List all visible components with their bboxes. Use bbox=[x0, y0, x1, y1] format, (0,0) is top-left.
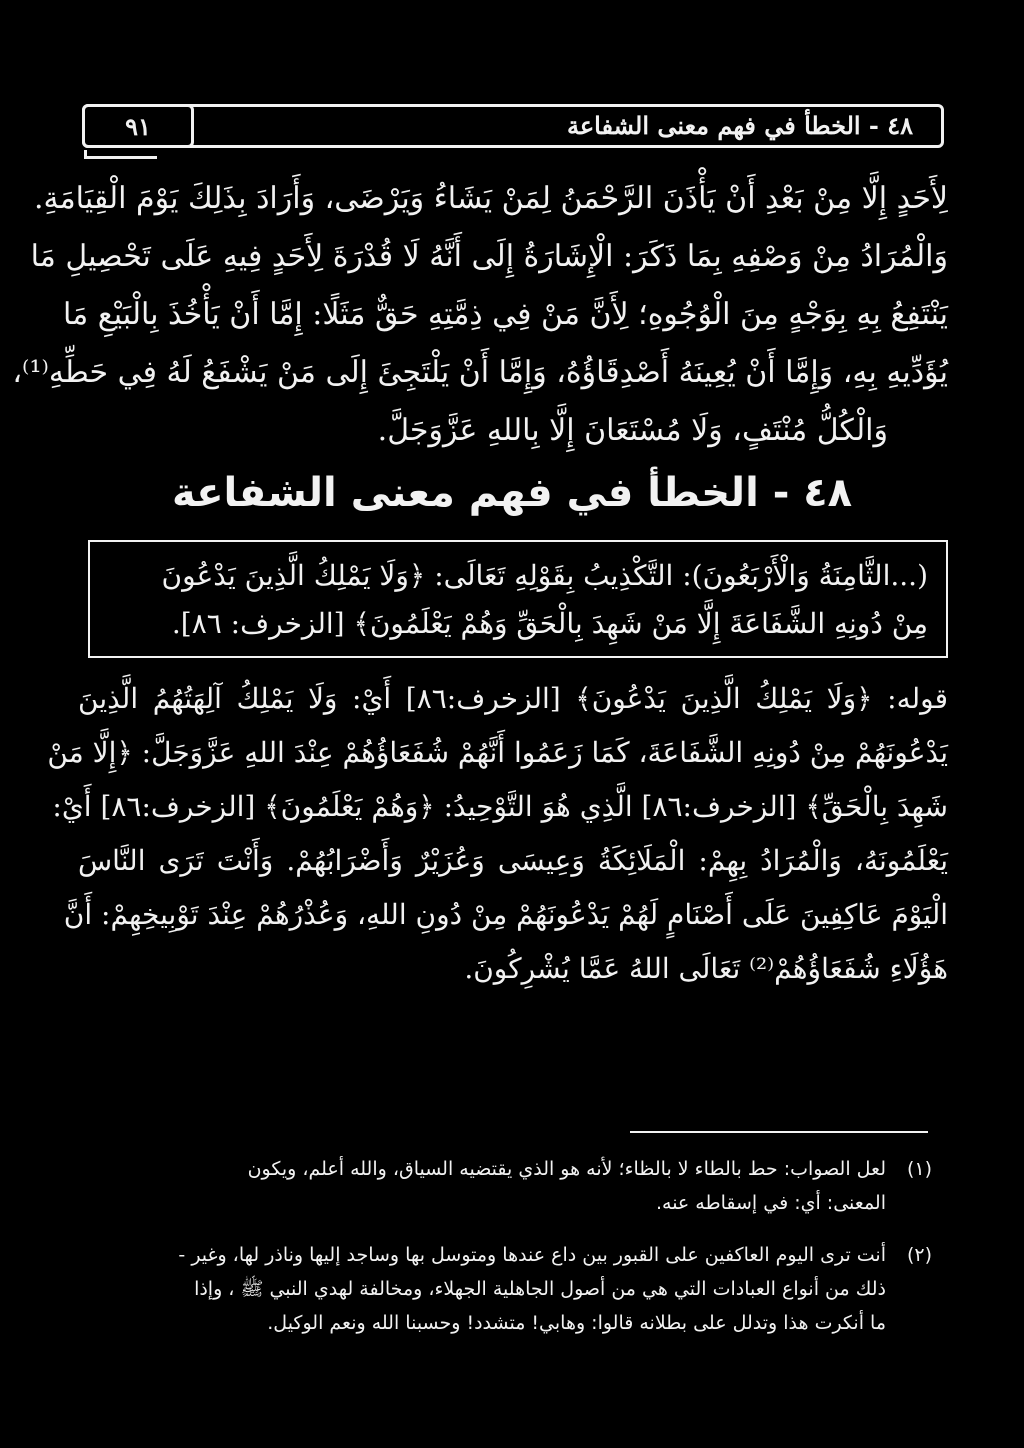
text-line: هَؤُلَاءِ شُفَعَاؤُهُمْ⁽²⁾ تَعَالَى اللهُ عَمَّا يُشْرِكُونَ. bbox=[464, 952, 948, 985]
running-header bbox=[82, 104, 944, 148]
commentary-paragraph bbox=[47, 672, 949, 996]
intro-paragraph bbox=[12, 170, 948, 460]
footnote-line: لعل الصواب: حط بالطاء لا بالظاء؛ لأنه هو الذي يقتضيه السياق، والله أعلم، ويكون bbox=[247, 1158, 886, 1180]
text-line: يَنْتَفِعُ بِهِ بِوَجْهٍ مِنَ الْوُجُوهِ؛ لِأَنَّ مَنْ فِي ذِمَّتِهِ حَقٌّ مَثَلًا: إِمَّا أَنْ يَأْخُذَ بِالْبَيْعِ مَا bbox=[63, 297, 948, 332]
verse-line: مِنْ دُونِهِ الشَّفَاعَةَ إِلَّا مَنْ شَهِدَ بِالْحَقِّ وَهُمْ يَعْلَمُونَ﴾ [الزخرف: ٨٦]. bbox=[171, 607, 928, 640]
footnote-line: أنت ترى اليوم العاكفين على القبور بين داع عندها ومتوسل بها وساجد إليها وناذر لها، وغير - bbox=[178, 1244, 886, 1266]
page-number: ٩١ bbox=[125, 111, 151, 141]
footnote-2 bbox=[86, 1238, 932, 1340]
footnote-line: المعنى: أي: في إسقاطه عنه. bbox=[655, 1192, 886, 1214]
text-line: وَالْمُرَادُ مِنْ وَصْفِهِ بِمَا ذَكَرَ: الْإِشَارَةُ إِلَى أَنَّهُ لَا قُدْرَةَ لِأَحَدٍ فِيهِ عَلَى تَحْصِيلِ مَا bbox=[30, 239, 948, 274]
footnote-line: ذلك من أنواع العبادات التي هي من أصول الجاهلية الجهلاء، ومخالفة لهدي النبي ﷺ ، وإذا bbox=[194, 1278, 886, 1300]
text-line: قوله: ﴿وَلَا يَمْلِكُ الَّذِينَ يَدْعُونَ﴾ [الزخرف:٨٦] أَيْ: وَلَا يَمْلِكُ آلِهَتُهُمُ الَّذِينَ bbox=[78, 682, 949, 715]
footnote-1 bbox=[86, 1152, 932, 1220]
footnote-number: (٢) bbox=[906, 1244, 932, 1266]
text-line: لِأَحَدٍ إِلَّا مِنْ بَعْدِ أَنْ يَأْذَنَ الرَّحْمَنُ لِمَنْ يَشَاءُ وَيَرْضَى، وَأَرَادَ بِذَلِكَ يَوْمَ الْقِيَامَةِ. bbox=[33, 181, 948, 216]
verse-line: (...الثَّامِنَةُ وَالْأَرْبَعُونَ): التَّكْذِيبُ بِقَوْلِهِ تَعَالَى: ﴿وَلَا يَمْلِكُ الَّذِينَ يَدْعُونَ bbox=[161, 559, 928, 592]
text-line: يَعْلَمُونَهُ، وَالْمُرَادُ بِهِمْ: الْمَلَائِكَةُ وَعِيسَى وَعُزَيْرٌ وَأَضْرَابُهُمْ. وَأَنْتَ تَرَى النَّاسَ bbox=[78, 844, 948, 877]
text-line: الْيَوْمَ عَاكِفِينَ عَلَى أَصْنَامٍ لَهُمْ يَدْعُونَهُمْ مِنْ دُونِ اللهِ، وَعُذْرُهُمْ عِنْدَ تَوْبِيخِهِمْ: أَنَّ bbox=[63, 898, 948, 931]
running-header-title: ٤٨ - الخطأ في فهم معنى الشفاعة bbox=[566, 111, 913, 140]
section-title: ٤٨ - الخطأ في فهم معنى الشفاعة bbox=[171, 470, 853, 516]
text-line: شَهِدَ بِالْحَقِّ﴾ [الزخرف:٨٦] الَّذِي هُوَ التَّوْحِيدُ: ﴿وَهُمْ يَعْلَمُونَ﴾ [الزخرف:٨٦] أَيْ: bbox=[52, 790, 948, 823]
page-number-tab-decoration bbox=[84, 150, 157, 159]
footnote-divider bbox=[630, 1131, 928, 1133]
text-line: وَالْكُلُّ مُنْتَفٍ، وَلَا مُسْتَعَانَ إِلَّا بِاللهِ عَزَّوَجَلَّ. bbox=[377, 413, 888, 448]
footnotes bbox=[86, 1152, 932, 1340]
verse-box bbox=[88, 540, 948, 658]
footnote-line: ما أنكرت هذا وتدلل على بطلانه قالوا: وهابي! متشدد! وحسبنا الله ونعم الوكيل. bbox=[267, 1312, 886, 1334]
page-number-box bbox=[82, 104, 194, 148]
footnote-number: (١) bbox=[906, 1158, 932, 1180]
text-line: يَدْعُونَهُمْ مِنْ دُونِهِ الشَّفَاعَةَ، كَمَا زَعَمُوا أَنَّهُمْ شُفَعَاؤُهُمْ عِنْدَ اللهِ عَزَّوَجَلَّ: ﴿إِلَّا مَنْ bbox=[47, 736, 948, 769]
text-line: يُؤَدِّيهِ بِهِ، وَإِمَّا أَنْ يُعِينَهُ أَصْدِقَاؤُهُ، وَإِمَّا أَنْ يَلْتَجِئَ إِلَى مَنْ يَشْفَعُ لَهُ فِي حَطِّهِ⁽¹⁾، bbox=[12, 355, 948, 390]
